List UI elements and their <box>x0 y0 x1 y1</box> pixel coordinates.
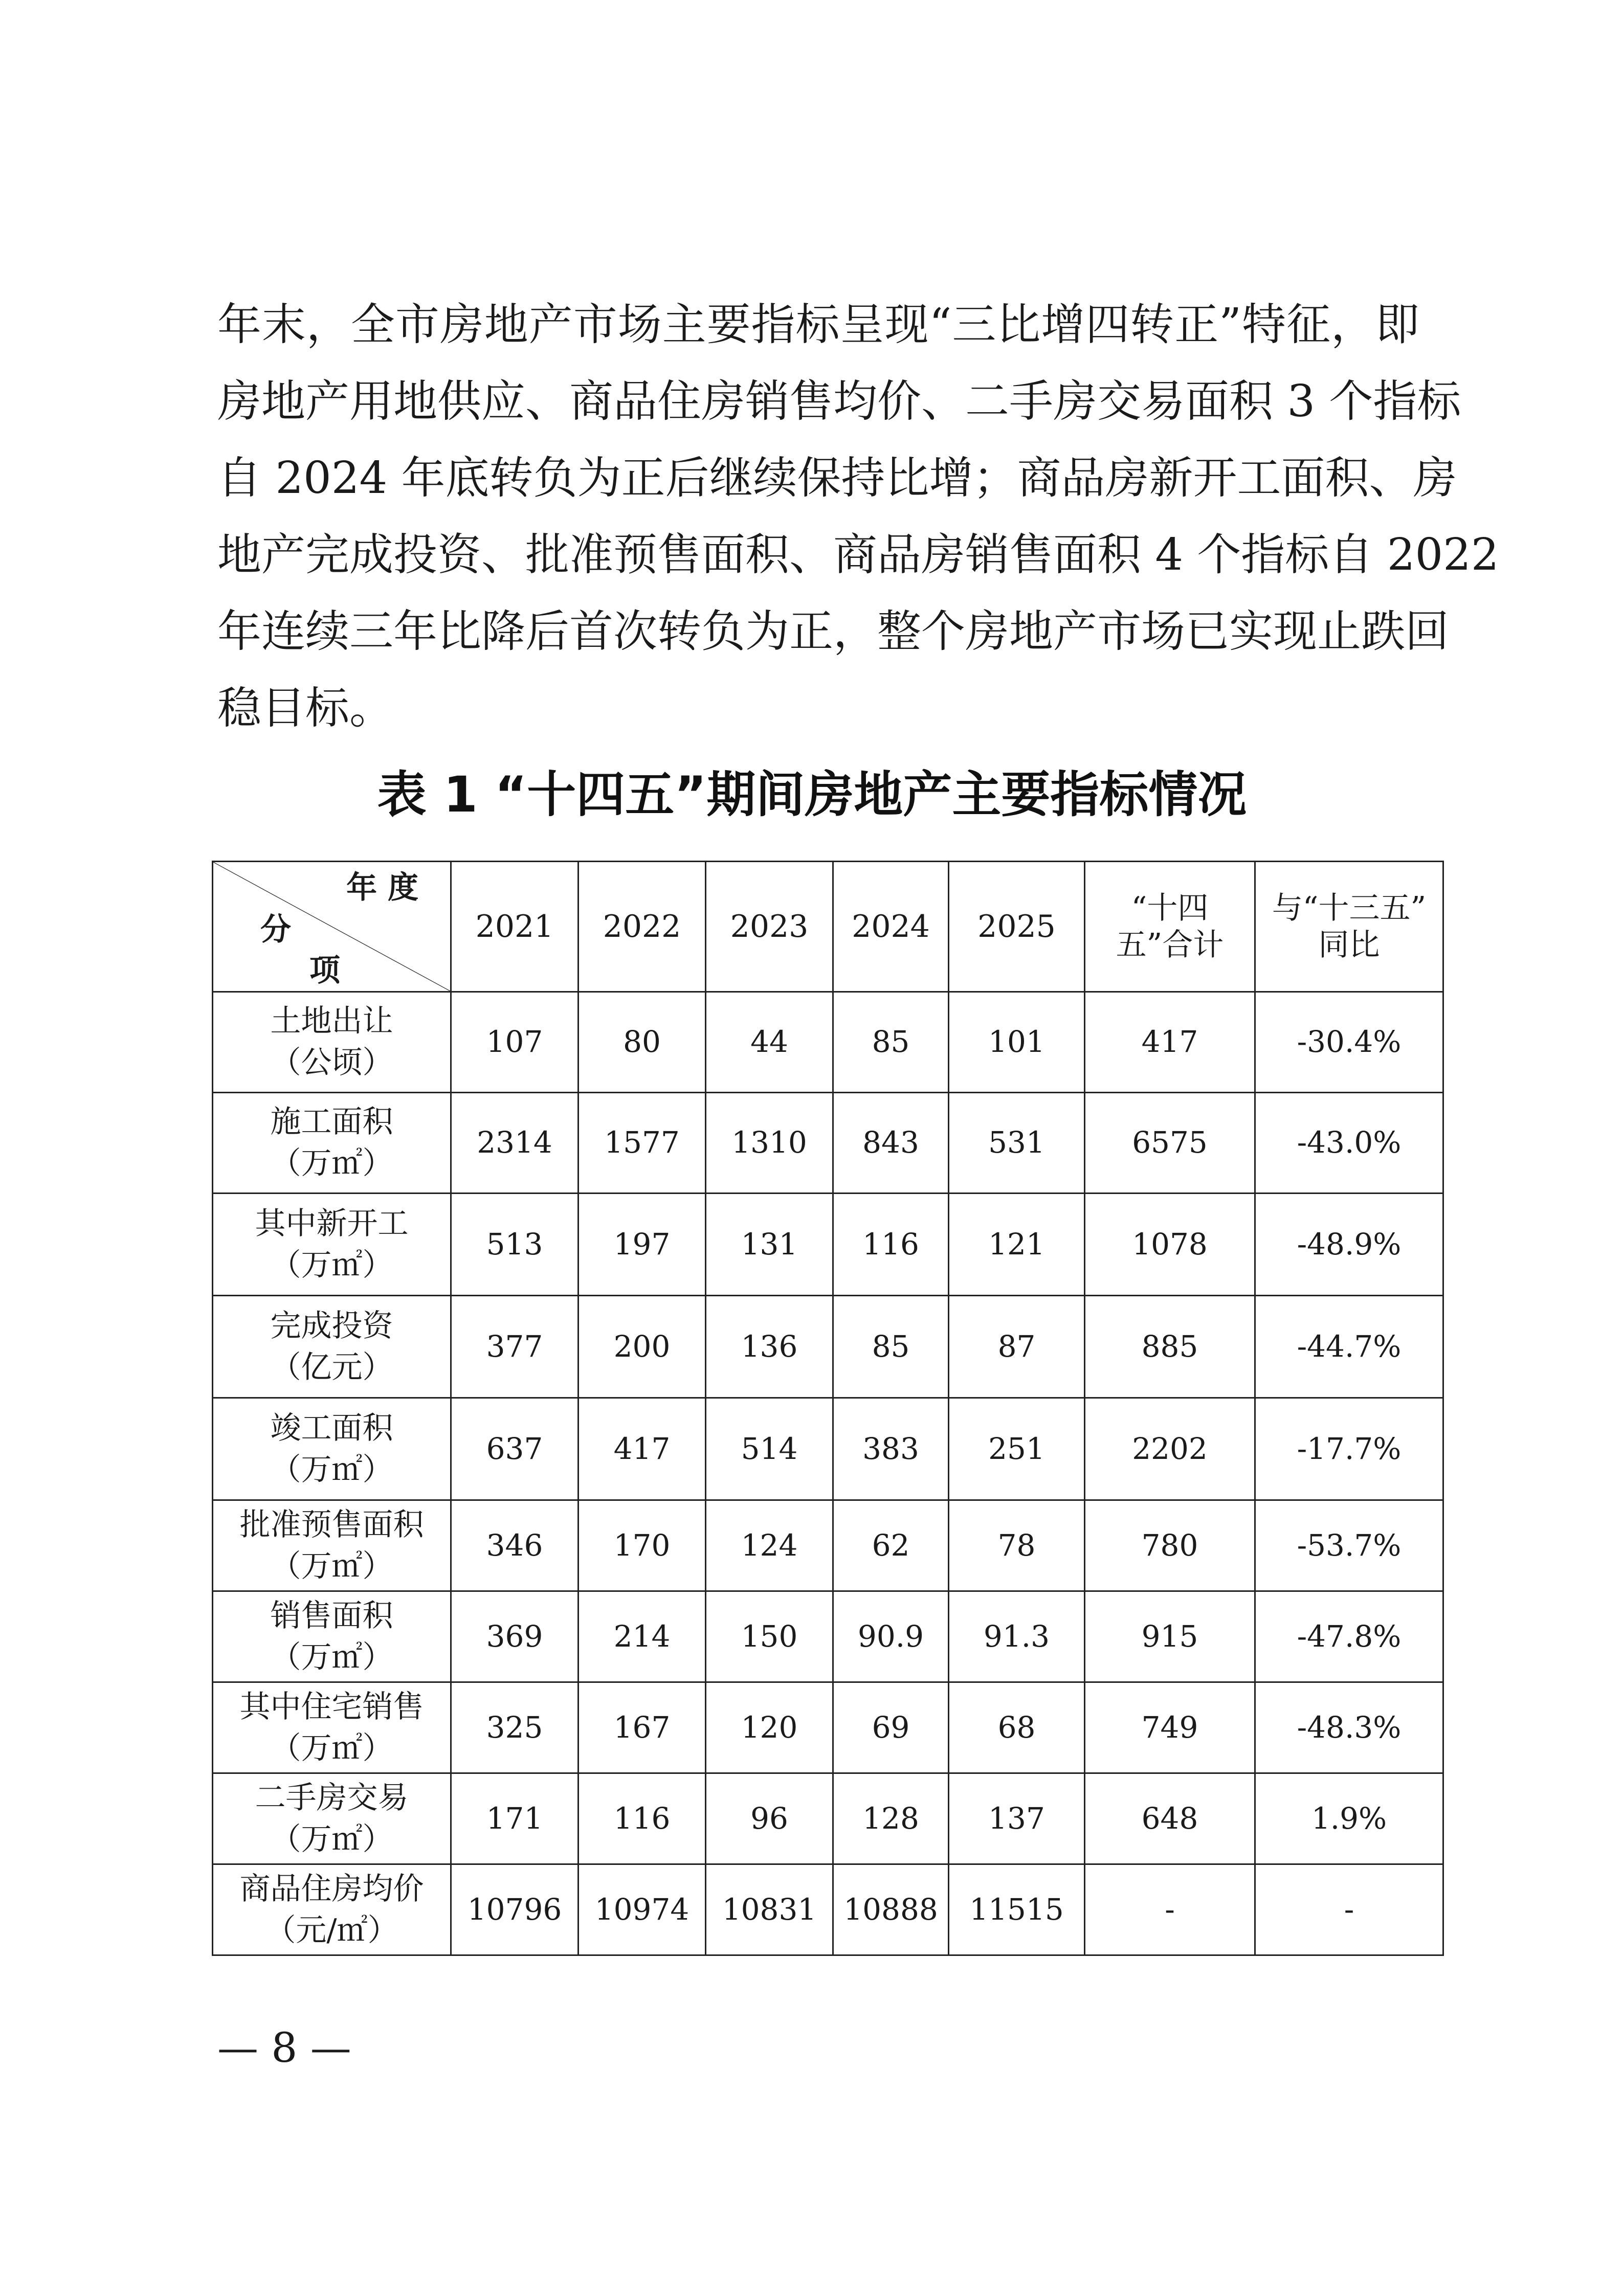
value-cell-2024: 10888 <box>833 1864 949 1955</box>
year-header-2025: 2025 <box>949 862 1085 992</box>
value-cell-2025: 78 <box>949 1500 1085 1591</box>
compare-cell: -17.7% <box>1255 1398 1443 1500</box>
row-name: 完成投资 <box>270 1308 393 1344</box>
value-cell-2025: 137 <box>949 1773 1085 1864</box>
value-cell-2023: 136 <box>706 1296 833 1398</box>
compare-header-line: 同比 <box>1318 927 1380 963</box>
value-cell-2022: 214 <box>579 1591 706 1682</box>
year-header-2021: 2021 <box>451 862 579 992</box>
row-name: 销售面积 <box>270 1597 393 1634</box>
value-cell-2024: 85 <box>833 992 949 1093</box>
paragraph-line: 年末，全市房地产市场主要指标呈现“三比增四转正”特征，即 <box>217 299 1419 350</box>
table-row <box>213 1398 1443 1500</box>
row-label-cell <box>213 1864 451 1955</box>
value-cell-2023: 44 <box>706 992 833 1093</box>
paragraph-line: 年连续三年比降后首次转负为正，整个房地产市场已实现止跌回 <box>217 606 1449 657</box>
table-row <box>213 992 1443 1093</box>
value-cell-2025: 87 <box>949 1296 1085 1398</box>
value-cell-2021: 171 <box>451 1773 579 1864</box>
total-cell: 1078 <box>1085 1194 1255 1296</box>
body-paragraph <box>217 286 1499 747</box>
value-cell-2022: 197 <box>579 1194 706 1296</box>
corner-label-year: 年 度 <box>346 870 418 906</box>
total-cell: 6575 <box>1085 1093 1255 1194</box>
table-row <box>213 1093 1443 1194</box>
table-row <box>213 1682 1443 1773</box>
corner-label-xiang: 项 <box>309 953 340 988</box>
paragraph-line: 地产完成投资、批准预售面积、商品房销售面积 4 个指标自 2022 <box>217 529 1499 580</box>
compare-cell: -30.4% <box>1255 992 1443 1093</box>
value-cell-2021: 107 <box>451 992 579 1093</box>
row-label-cell <box>213 1296 451 1398</box>
value-cell-2021: 10796 <box>451 1864 579 1955</box>
row-name: 土地出让 <box>270 1003 393 1039</box>
row-label-cell <box>213 1194 451 1296</box>
row-unit: （万㎡） <box>270 1247 393 1283</box>
table-row <box>213 1194 1443 1296</box>
corner-header-cell <box>213 862 451 992</box>
compare-cell: 1.9% <box>1255 1773 1443 1864</box>
value-cell-2022: 170 <box>579 1500 706 1591</box>
value-cell-2021: 637 <box>451 1398 579 1500</box>
value-cell-2021: 325 <box>451 1682 579 1773</box>
value-cell-2025: 91.3 <box>949 1591 1085 1682</box>
value-cell-2023: 120 <box>706 1682 833 1773</box>
row-label-cell <box>213 1093 451 1194</box>
value-cell-2025: 101 <box>949 992 1085 1093</box>
total-cell: 780 <box>1085 1500 1255 1591</box>
value-cell-2023: 514 <box>706 1398 833 1500</box>
compare-cell: -53.7% <box>1255 1500 1443 1591</box>
table-row <box>213 1296 1443 1398</box>
value-cell-2022: 1577 <box>579 1093 706 1194</box>
total-header <box>1085 862 1255 992</box>
header-row <box>213 862 1443 992</box>
row-unit: （亿元） <box>270 1349 393 1385</box>
value-cell-2021: 369 <box>451 1591 579 1682</box>
year-header-2024: 2024 <box>833 862 949 992</box>
row-name: 商品住房均价 <box>239 1871 424 1907</box>
page-number: — 8 — <box>217 2024 351 2072</box>
compare-header-line: 与“十三五” <box>1272 890 1427 926</box>
value-cell-2022: 167 <box>579 1682 706 1773</box>
total-cell: 2202 <box>1085 1398 1255 1500</box>
value-cell-2024: 128 <box>833 1773 949 1864</box>
value-cell-2021: 513 <box>451 1194 579 1296</box>
value-cell-2025: 251 <box>949 1398 1085 1500</box>
row-name: 其中新开工 <box>255 1205 409 1242</box>
value-cell-2021: 346 <box>451 1500 579 1591</box>
table-row <box>213 1500 1443 1591</box>
total-cell: 915 <box>1085 1591 1255 1682</box>
value-cell-2024: 85 <box>833 1296 949 1398</box>
compare-cell: -48.3% <box>1255 1682 1443 1773</box>
compare-header <box>1255 862 1443 992</box>
compare-cell: -43.0% <box>1255 1093 1443 1194</box>
value-cell-2024: 90.9 <box>833 1591 949 1682</box>
row-unit: （万㎡） <box>270 1145 393 1181</box>
compare-cell: -48.9% <box>1255 1194 1443 1296</box>
compare-cell: - <box>1255 1864 1443 1955</box>
value-cell-2022: 116 <box>579 1773 706 1864</box>
value-cell-2025: 531 <box>949 1093 1085 1194</box>
value-cell-2022: 10974 <box>579 1864 706 1955</box>
row-name: 竣工面积 <box>270 1410 393 1446</box>
year-header-2022: 2022 <box>579 862 706 992</box>
value-cell-2021: 2314 <box>451 1093 579 1194</box>
row-unit: （万㎡） <box>270 1451 393 1488</box>
row-label-cell <box>213 992 451 1093</box>
corner-label-fen: 分 <box>260 912 291 948</box>
value-cell-2023: 10831 <box>706 1864 833 1955</box>
total-header-line: 五”合计 <box>1116 927 1224 963</box>
table-caption: 表 1 “十四五”期间房地产主要指标情况 <box>377 766 1247 823</box>
row-label-cell <box>213 1398 451 1500</box>
value-cell-2024: 383 <box>833 1398 949 1500</box>
value-cell-2023: 1310 <box>706 1093 833 1194</box>
compare-cell: -44.7% <box>1255 1296 1443 1398</box>
paragraph-line: 自 2024 年底转负为正后继续保持比增；商品房新开工面积、房 <box>217 453 1457 504</box>
value-cell-2025: 68 <box>949 1682 1085 1773</box>
row-label-cell <box>213 1500 451 1591</box>
value-cell-2022: 200 <box>579 1296 706 1398</box>
value-cell-2022: 80 <box>579 992 706 1093</box>
paragraph-line: 房地产用地供应、商品住房销售均价、二手房交易面积 3 个指标 <box>217 376 1461 427</box>
value-cell-2024: 62 <box>833 1500 949 1591</box>
row-name: 其中住宅销售 <box>239 1689 424 1725</box>
row-name: 施工面积 <box>270 1104 393 1140</box>
compare-cell: -47.8% <box>1255 1591 1443 1682</box>
indicator-table <box>212 861 1444 1956</box>
value-cell-2025: 11515 <box>949 1864 1085 1955</box>
value-cell-2021: 377 <box>451 1296 579 1398</box>
row-label-cell <box>213 1773 451 1864</box>
row-unit: （万㎡） <box>270 1730 393 1766</box>
total-cell: 417 <box>1085 992 1255 1093</box>
value-cell-2023: 124 <box>706 1500 833 1591</box>
row-unit: （万㎡） <box>270 1639 393 1675</box>
row-label-cell <box>213 1591 451 1682</box>
table-row <box>213 1591 1443 1682</box>
value-cell-2024: 843 <box>833 1093 949 1194</box>
row-name: 二手房交易 <box>255 1780 409 1816</box>
table-body <box>213 992 1443 1955</box>
row-name: 批准预售面积 <box>239 1506 424 1543</box>
row-unit: （万㎡） <box>270 1548 393 1584</box>
value-cell-2024: 116 <box>833 1194 949 1296</box>
value-cell-2023: 96 <box>706 1773 833 1864</box>
value-cell-2024: 69 <box>833 1682 949 1773</box>
value-cell-2025: 121 <box>949 1194 1085 1296</box>
table-row <box>213 1773 1443 1864</box>
year-header-2023: 2023 <box>706 862 833 992</box>
paragraph-line: 稳目标。 <box>217 683 393 734</box>
row-unit: （公顷） <box>270 1045 393 1081</box>
total-cell: 885 <box>1085 1296 1255 1398</box>
row-unit: （元/㎡） <box>265 1912 398 1948</box>
row-unit: （万㎡） <box>270 1821 393 1857</box>
total-cell: 749 <box>1085 1682 1255 1773</box>
total-cell: 648 <box>1085 1773 1255 1864</box>
value-cell-2023: 150 <box>706 1591 833 1682</box>
value-cell-2022: 417 <box>579 1398 706 1500</box>
table-row <box>213 1864 1443 1955</box>
value-cell-2023: 131 <box>706 1194 833 1296</box>
row-label-cell <box>213 1682 451 1773</box>
total-cell: - <box>1085 1864 1255 1955</box>
total-header-line: “十四 <box>1131 890 1209 926</box>
